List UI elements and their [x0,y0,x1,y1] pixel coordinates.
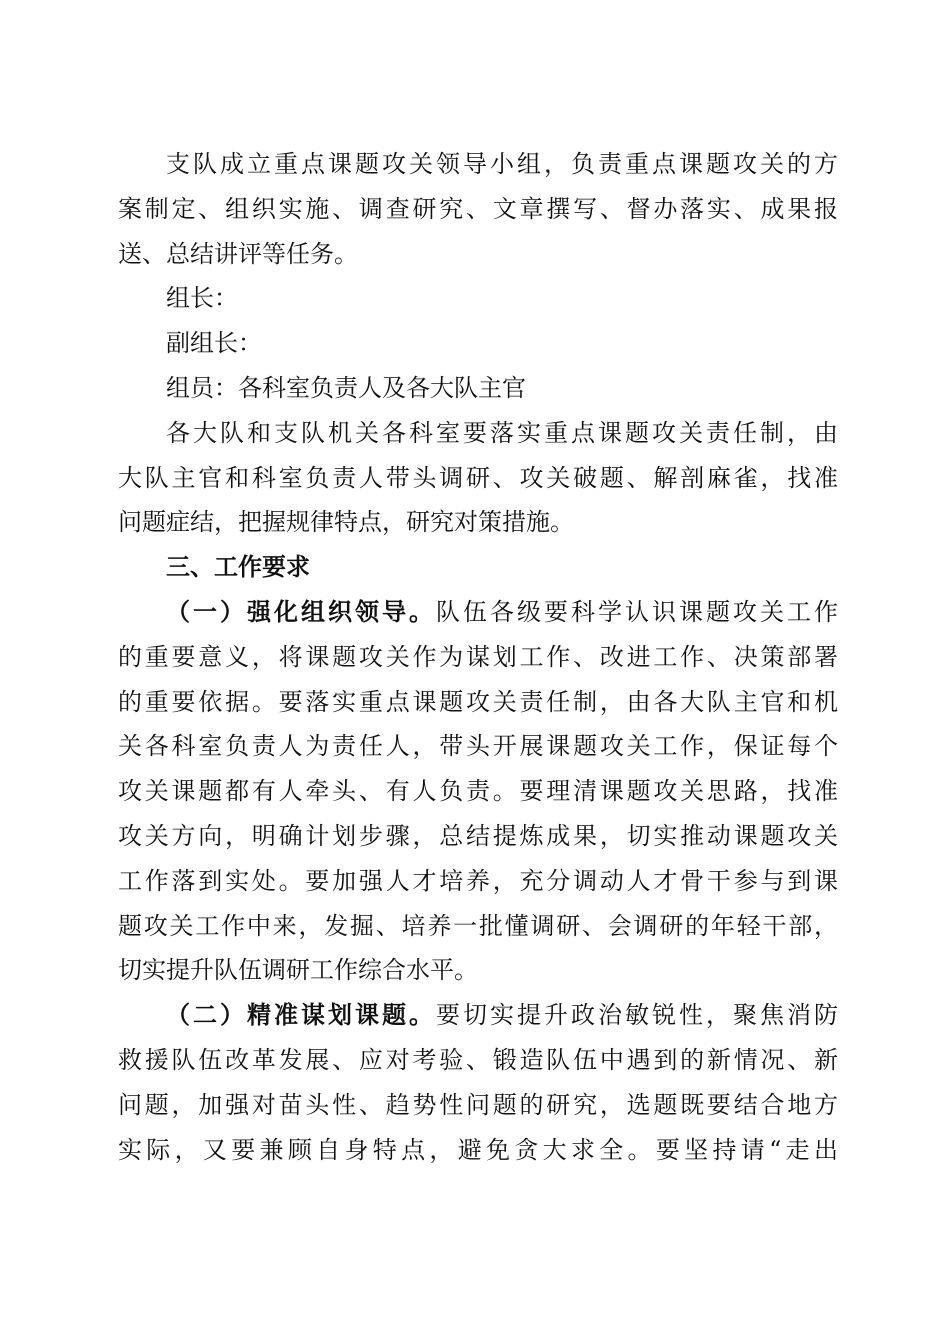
text-line [118,590,838,635]
deputy-leader-line: 副组长： [166,329,262,358]
text-line: 案制定、组织实施、调查研究、文章撰写、督办落实、成果报 [118,194,838,223]
leader-line: 组长： [166,284,238,313]
text-line: 问题，加强对苗头性、趋势性问题的研究，选题既要结合地方 [118,1090,838,1119]
text-line: 救援队伍改革发展、应对考验、锻造队伍中遇到的新情况、新 [118,1045,838,1074]
requirement-2-text: 要切实提升政治敏锐性，聚焦消防 [436,1001,838,1030]
text-line: 工作落到实处。要加强人才培养，充分调动人才骨干参与到课 [118,866,838,895]
text-line: 大队主官和科室负责人带头调研、攻关破题、解剖麻雀，找准 [118,463,838,492]
text-line: 的重要意义，将课题攻关作为谋划工作、改进工作、决策部署 [118,642,838,671]
section-heading: 三、工作要求 [166,553,310,582]
paragraph-leading-group [118,142,838,276]
text-line: 攻关方向，明确计划步骤，总结提炼成果，切实推动课题攻关 [118,821,838,850]
requirement-1-text: 队伍各级要科学认识课题攻关工作 [436,597,838,626]
text-line: 的重要依据。要落实重点课题攻关责任制，由各大队主官和机 [118,687,838,716]
text-line: 问题症结，把握规律特点，研究对策措施。 [118,508,574,537]
text-line: 实际，又要兼顾自身特点，避免贪大求全。要坚持请“走出 [118,1135,838,1164]
text-line: 支队成立重点课题攻关领导小组，负责重点课题攻关的方 [166,150,838,178]
members-line: 组员：各科室负责人及各大队主官 [166,373,526,402]
text-line: 攻关课题都有人牵头、有人负责。要理清课题攻关思路，找准 [118,777,838,806]
text-line: 切实提升队伍调研工作综合水平。 [118,956,478,985]
paragraph-requirement-2 [118,993,838,1172]
text-line: 关各科室负责人为责任人，带头开展课题攻关工作，保证每个 [118,732,838,761]
text-line: 题攻关工作中来，发掘、培养一批懂调研、会调研的年轻干部， [118,911,838,940]
paragraph-responsibility [118,411,838,545]
text-line: 送、总结讲评等任务。 [118,239,358,268]
text-line: 各大队和支队机关各科室要落实重点课题攻关责任制，由 [166,418,838,447]
requirement-1-title: （一）强化组织领导。 [166,597,436,626]
document-body [118,142,838,1172]
paragraph-requirement-1 [118,590,838,993]
requirement-2-title: （二）精准谋划课题。 [166,1001,436,1030]
text-line [118,993,838,1038]
